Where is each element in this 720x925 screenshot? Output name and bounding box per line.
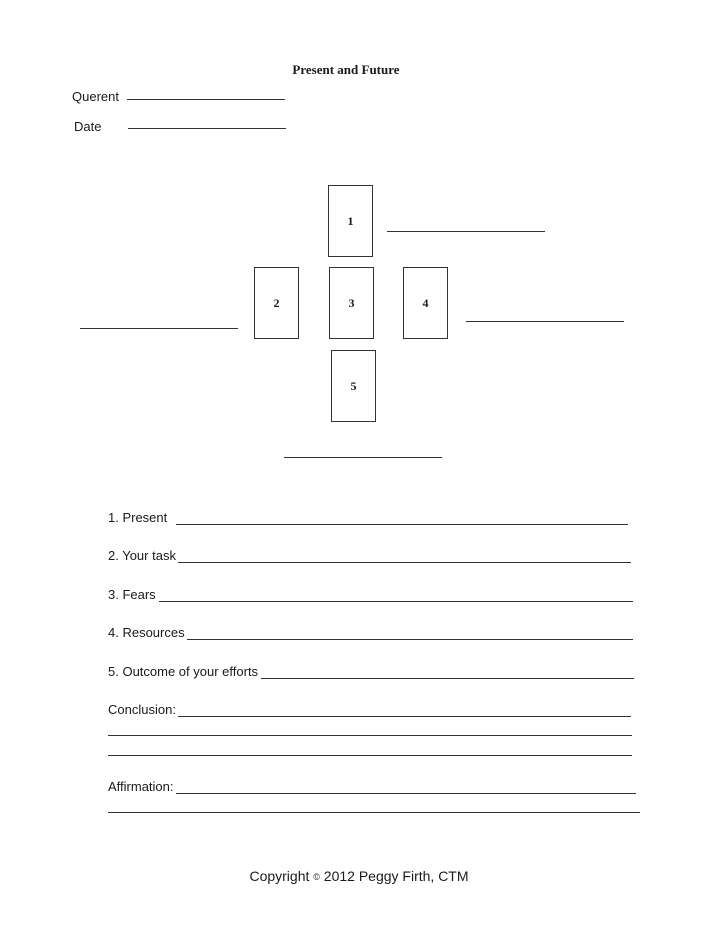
date-label: Date	[74, 119, 102, 134]
outcome-label: 5. Outcome of your efforts	[108, 664, 259, 679]
copyright-text: 2012 Peggy Firth, CTM	[319, 868, 469, 884]
copyright-prefix: Copyright	[249, 868, 314, 884]
card-position-2	[254, 267, 299, 339]
card-5-note-field[interactable]	[284, 457, 442, 458]
date-field[interactable]	[128, 128, 286, 129]
your-task-field[interactable]	[178, 562, 631, 563]
copyright-notice	[0, 868, 718, 884]
conclusion-field-line-2[interactable]	[108, 735, 632, 736]
affirmation-label: Affirmation:	[108, 779, 174, 794]
querent-field[interactable]	[127, 99, 285, 100]
card-number: 2	[273, 295, 280, 310]
fears-label: 3. Fears	[108, 587, 156, 602]
present-field[interactable]	[176, 524, 628, 525]
affirmation-field-line-2[interactable]	[108, 812, 640, 813]
conclusion-label: Conclusion:	[108, 702, 176, 717]
conclusion-field[interactable]	[178, 716, 631, 717]
card-position-4	[403, 267, 448, 339]
card-number: 3	[348, 295, 355, 310]
present-label: 1. Present	[108, 510, 168, 525]
affirmation-field[interactable]	[176, 793, 636, 794]
page-title: Present and Future	[292, 62, 400, 77]
card-4-note-field[interactable]	[466, 321, 624, 322]
card-number: 4	[422, 295, 429, 310]
card-position-3	[329, 267, 374, 339]
querent-label: Querent	[72, 89, 119, 104]
resources-label: 4. Resources	[108, 625, 185, 640]
card-number: 1	[347, 213, 354, 228]
outcome-field[interactable]	[261, 678, 634, 679]
fears-field[interactable]	[159, 601, 633, 602]
card-position-5	[331, 350, 376, 422]
resources-field[interactable]	[187, 639, 633, 640]
card-1-note-field[interactable]	[387, 231, 545, 232]
card-number: 5	[350, 378, 357, 393]
card-2-note-field[interactable]	[80, 328, 238, 329]
your-task-label: 2. Your task	[108, 548, 176, 563]
card-position-1	[328, 185, 373, 257]
copyright-symbol: ©	[313, 872, 320, 882]
conclusion-field-line-3[interactable]	[108, 755, 632, 756]
